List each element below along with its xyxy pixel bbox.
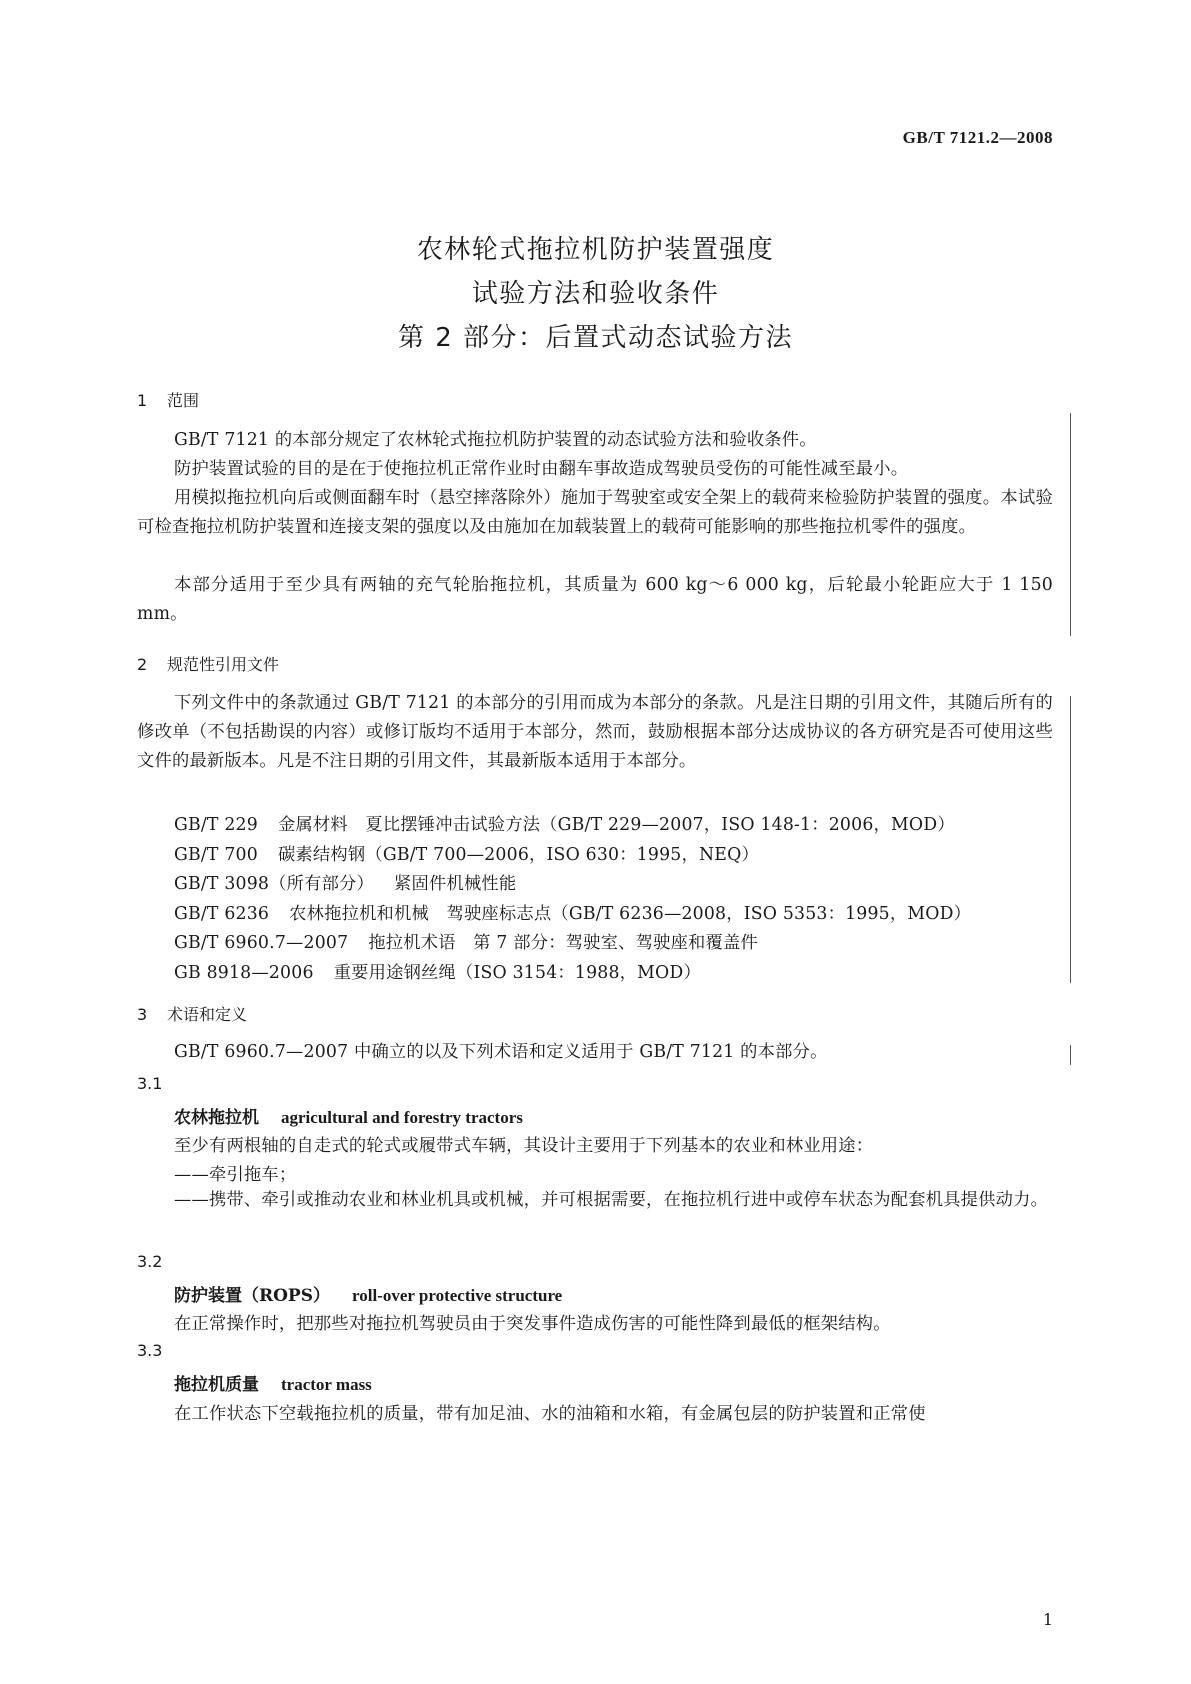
- list-item: ——携带、牵引或推动农业和林业机具或机械，并可根据需要，在拖拉机行进中或停车状态为配套机具提供动力。: [174, 1190, 1049, 1210]
- term-definition: 至少有两根轴的自走式的轮式或履带式车辆，其设计主要用于下列基本的农业和林业用途：: [174, 1136, 874, 1156]
- s1-paragraph-2: 防护装置试验的目的是在于使拖拉机正常作业时由翻车事故造成驾驶员受伤的可能性减至最小。: [174, 459, 909, 479]
- section-1-heading: [137, 388, 199, 411]
- reference-code: GB/T 3098（所有部分）: [174, 874, 375, 894]
- s3-intro-paragraph: GB/T 6960.7—2007 中确立的以及下列术语和定义适用于 GB/T 7121 的本部分。: [174, 1042, 828, 1062]
- reference-title: 碳素结构钢（GB/T 700—2006，ISO 630：1995，NEQ）: [277, 845, 759, 865]
- term-en: tractor mass: [281, 1375, 372, 1394]
- section-number: 3: [137, 1005, 148, 1024]
- term-heading: [174, 1281, 562, 1306]
- document-title: [0, 228, 1191, 360]
- page-number: 1: [1042, 1610, 1053, 1629]
- list-item: ——牵引拖车；: [174, 1165, 297, 1185]
- section-2-heading: [137, 652, 279, 675]
- section-3-heading: [137, 1002, 247, 1025]
- term-zh: 拖拉机质量: [174, 1375, 259, 1395]
- reference-code: GB/T 700: [174, 845, 258, 865]
- term-heading: [174, 1370, 372, 1395]
- reference-item: [174, 928, 758, 953]
- s1-paragraph-1: GB/T 7121 的本部分规定了农林轮式拖拉机防护装置的动态试验方法和验收条件。: [174, 430, 817, 450]
- section-number: 2: [137, 655, 148, 674]
- reference-item: [174, 840, 759, 865]
- reference-code: GB/T 6960.7—2007: [174, 933, 349, 953]
- reference-code: GB/T 229: [174, 815, 258, 835]
- reference-item: [174, 899, 971, 924]
- title-line-3: 第 2 部分：后置式动态试验方法: [397, 323, 794, 353]
- reference-title: 紧固件机械性能: [394, 874, 517, 894]
- term-zh: 农林拖拉机: [174, 1108, 259, 1128]
- clause-number: 3.1: [137, 1074, 163, 1093]
- section-title: 范围: [167, 391, 200, 410]
- reference-item: [174, 869, 516, 894]
- change-bar: [1070, 1045, 1071, 1065]
- term-heading: [174, 1103, 523, 1128]
- reference-code: GB/T 6236: [174, 904, 270, 924]
- term-definition: 在工作状态下空载拖拉机的质量，带有加足油、水的油箱和水箱，有金属包层的防护装置和正常使: [174, 1404, 926, 1424]
- reference-code: GB 8918—2006: [174, 963, 314, 983]
- title-line-2: 试验方法和验收条件: [471, 279, 720, 309]
- reference-title: 拖拉机术语 第 7 部分：驾驶室、驾驶座和覆盖件: [368, 933, 758, 953]
- s1-paragraph-3: 用模拟拖拉机向后或侧面翻车时（悬空摔落除外）施加于驾驶室或安全架上的载荷来检验防护装置的强度。本试验可检查拖拉机防护装置和连接支架的强度以及由施加在加载装置上的载荷可能影响的那些拖拉机零件的强度。: [137, 488, 1053, 537]
- reference-title: 农林拖拉机和机械 驾驶座标志点（GB/T 6236—2008，ISO 5353：1995，MOD）: [289, 904, 972, 924]
- section-title: 术语和定义: [167, 1005, 248, 1024]
- reference-title: 重要用途钢丝绳（ISO 3154：1988，MOD）: [333, 963, 701, 983]
- clause-number: 3.3: [137, 1341, 163, 1360]
- title-line-1: 农林轮式拖拉机防护装置强度: [416, 235, 775, 265]
- reference-title: 金属材料 夏比摆锤冲击试验方法（GB/T 229—2007，ISO 148-1：2006，MOD）: [277, 815, 955, 835]
- change-bar: [1070, 413, 1071, 636]
- term-definition: 在正常操作时，把那些对拖拉机驾驶员由于突发事件造成伤害的可能性降到最低的框架结构。: [174, 1314, 891, 1334]
- s1-paragraph-4: 本部分适用于至少具有两轴的充气轮胎拖拉机，其质量为 600 kg～6 000 kg，后轮最小轮距应大于 1 150 mm。: [137, 575, 1053, 624]
- s2-intro-paragraph: 下列文件中的条款通过 GB/T 7121 的本部分的引用而成为本部分的条款。凡是注日期的引用文件，其随后所有的修改单（不包括勘误的内容）或修订版均不适用于本部分，然而，鼓励根据本部分达成协议的各方研究是否可使用这些文件的最新版本。凡是不注日期的引用文件，其最新版本适用于本部分。: [137, 693, 1053, 771]
- reference-item: [174, 810, 955, 835]
- reference-item: [174, 958, 701, 983]
- term-en: agricultural and forestry tractors: [281, 1108, 523, 1127]
- section-number: 1: [137, 391, 148, 410]
- clause-number: 3.2: [137, 1252, 163, 1271]
- section-title: 规范性引用文件: [167, 655, 280, 674]
- change-bar: [1070, 696, 1071, 983]
- standard-number: GB/T 7121.2—2008: [902, 128, 1053, 147]
- term-zh: 防护装置（ROPS）: [174, 1286, 330, 1306]
- term-en: roll-over protective structure: [352, 1286, 563, 1305]
